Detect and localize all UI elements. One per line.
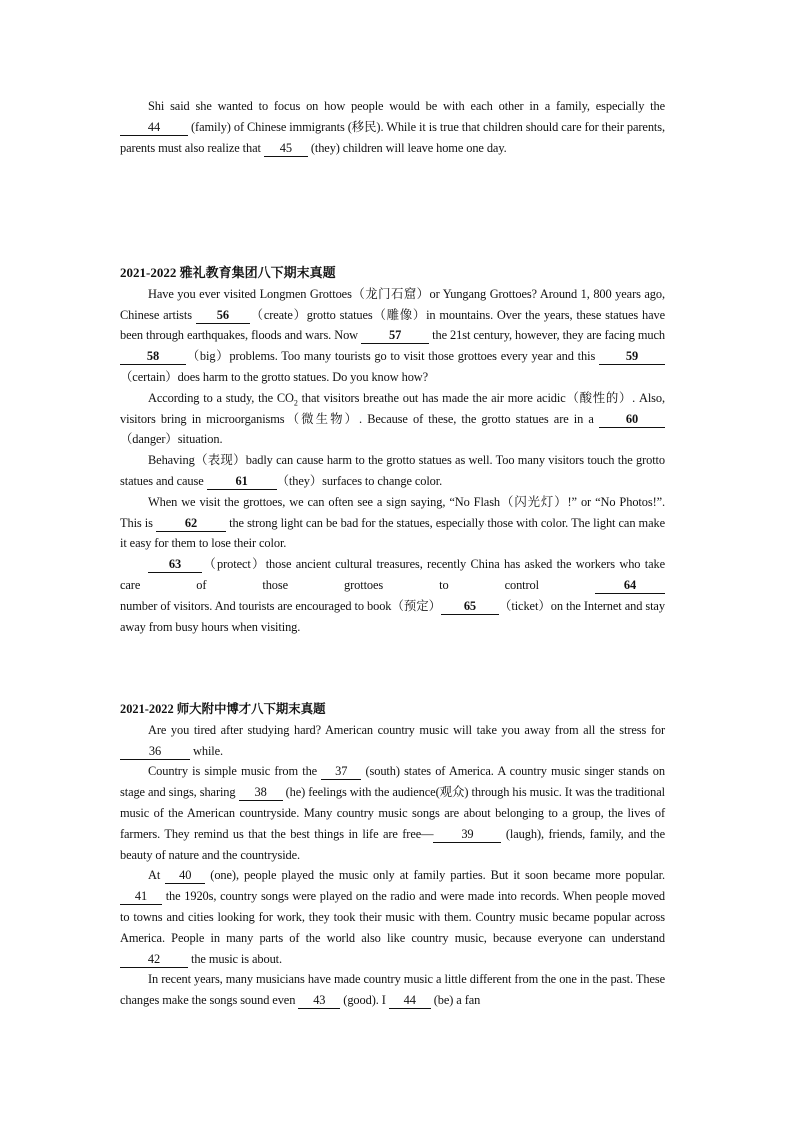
text: (he) feelings with the audience(观众) through his music. It was the traditional music of the American countryside. Many country music songs are about belonging to a group, the lives of farmers. They remind us that the best things in life are free— xyxy=(120,785,665,841)
text: the music is about. xyxy=(188,951,283,966)
text: number of visitors. And tourists are encouraged to book（预定） xyxy=(120,598,441,613)
answer-blank-42[interactable]: 42 xyxy=(120,952,188,968)
text: (they) children will leave home one day. xyxy=(307,140,507,155)
section-heading: 2021-2022 雅礼教育集团八下期末真题 xyxy=(120,265,336,280)
answer-blank-41[interactable]: 41 xyxy=(120,889,162,905)
text: （create）grotto statues（雕像）in mountains. Over the years, these statues have been through earthquakes, floods and wars. Now xyxy=(120,307,665,343)
subscript: 2 xyxy=(293,398,298,408)
answer-blank-61[interactable]: 61 xyxy=(207,474,277,490)
answer-blank-64[interactable]: 64 xyxy=(595,578,665,594)
passage-1 xyxy=(120,96,665,158)
text: the 1920s, country songs were played on the radio and were made into records. When people moved to towns and cities looking for work, they took their music with them. Country music became popular across America. People in many parts of the world also like country music, because everyone can understand xyxy=(120,889,665,945)
text: (one), people played the music only at family parties. But it soon became more popular. xyxy=(205,868,665,883)
paragraph xyxy=(120,761,665,865)
text: (be) a fan xyxy=(430,993,481,1008)
text: (south) states of America. A country music singer stands on stage and sings, sharing xyxy=(120,764,665,800)
text: (good). I xyxy=(340,993,389,1008)
answer-blank-40[interactable]: 40 xyxy=(165,868,205,884)
answer-blank-65[interactable]: 65 xyxy=(441,599,499,615)
passage-2 xyxy=(120,263,665,637)
text: （ticket）on the Internet and stay away from busy hours when visiting. xyxy=(120,598,665,634)
text: According to a study, the CO xyxy=(148,390,294,405)
text: Are you tired after studying hard? American country music will take you away from all the stress for xyxy=(148,722,665,737)
text: In recent years, many musicians have made country music a little different from the one in the past. These changes make the songs sound even xyxy=(120,972,665,1008)
answer-blank-58[interactable]: 58 xyxy=(120,349,186,365)
text: (family) of Chinese immigrants (移民). While it is true that children should care for their parents, parents must also realize that xyxy=(120,119,665,155)
text: （big）problems. Too many tourists go to visit those grottoes every year and this xyxy=(186,349,599,364)
paragraph xyxy=(120,554,665,637)
paragraph xyxy=(120,720,665,762)
answer-blank-45[interactable]: 45 xyxy=(264,141,308,157)
answer-blank-59[interactable]: 59 xyxy=(599,349,665,365)
answer-blank-38[interactable]: 38 xyxy=(239,785,283,801)
text: （danger）situation. xyxy=(120,432,223,447)
answer-blank-57[interactable]: 57 xyxy=(361,328,429,344)
text: （they）surfaces to change color. xyxy=(276,473,443,488)
section-heading: 2021-2022 师大附中博才八下期末真题 xyxy=(120,702,326,716)
answer-blank-56[interactable]: 56 xyxy=(196,308,250,324)
answer-blank-60[interactable]: 60 xyxy=(599,412,665,428)
text: At xyxy=(148,868,166,883)
text: Have you ever visited Longmen Grottoes（龙门石窟）or Yungang Grottoes? Around 1, 800 years ago, Chinese artists xyxy=(120,286,665,322)
text: When we visit the grottoes, we can often see a sign saying, “No Flash（闪光灯）!” or “No Photos!”. This is xyxy=(120,494,665,530)
paragraph xyxy=(120,865,665,969)
text: （protect）those ancient cultural treasures, recently China has asked the workers who take care of those grottoes to control xyxy=(120,557,665,592)
answer-blank-39[interactable]: 39 xyxy=(433,827,501,843)
passage-3 xyxy=(120,699,665,1011)
text: the 21st century, however, they are facing much xyxy=(429,328,665,343)
answer-blank-44[interactable]: 44 xyxy=(389,993,431,1009)
answer-blank-62[interactable]: 62 xyxy=(156,516,226,532)
answer-blank-36[interactable]: 36 xyxy=(120,744,190,760)
text: Shi said she wanted to focus on how people would be with each other in a family, especially the xyxy=(148,99,665,113)
text: the strong light can be bad for the statues, especially those with color. The light can make it easy for them to lose their color. xyxy=(120,515,665,551)
paragraph xyxy=(120,96,665,158)
text: Country is simple music from the xyxy=(148,764,322,779)
paragraph xyxy=(120,492,665,554)
answer-blank-37[interactable]: 37 xyxy=(321,764,361,780)
text: while. xyxy=(190,743,224,758)
answer-blank-63[interactable]: 63 xyxy=(148,557,202,573)
text: Behaving（表现）badly can cause harm to the grotto statues as well. Too many visitors touch the grotto statues and cause xyxy=(120,453,665,488)
answer-blank-43[interactable]: 43 xyxy=(298,993,340,1009)
text: that visitors breathe out has made the air more acidic（酸性的）. Also, visitors bring in microorganisms（微生物）. Because of these, the grotto statues are in a xyxy=(120,390,665,426)
paragraph xyxy=(120,284,665,388)
text: （certain）does harm to the grotto statues. Do you know how? xyxy=(120,369,429,384)
paragraph xyxy=(120,969,665,1011)
answer-blank-44[interactable]: 44 xyxy=(120,120,188,136)
text: (laugh), friends, family, and the beauty of nature and the countryside. xyxy=(120,826,665,862)
paragraph xyxy=(120,450,665,492)
paragraph xyxy=(120,388,665,450)
